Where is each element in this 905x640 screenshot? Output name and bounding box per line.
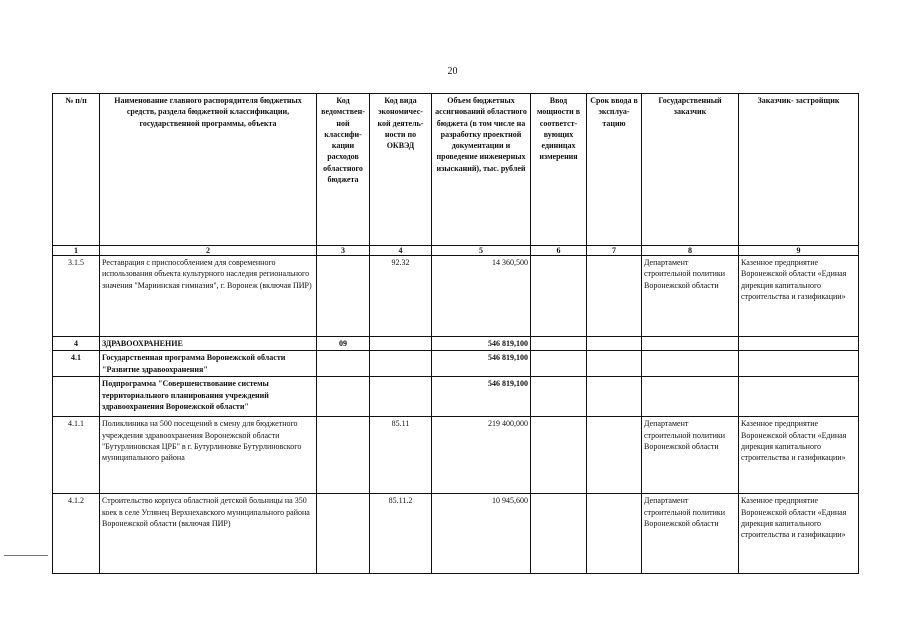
budget-table xyxy=(52,93,859,574)
row-term xyxy=(587,351,642,377)
row-num: 4 xyxy=(53,337,100,351)
row-num xyxy=(53,377,100,417)
row-num: 4.1.1 xyxy=(53,417,100,494)
row-name: Реставрация с приспособлением для современного использования объекта культурного наследия регионального значения "Мариинская гимназия", г. Воронеж (включая ПИР) xyxy=(100,256,317,337)
row-amount: 10 945,600 xyxy=(432,494,531,574)
row-dept-code xyxy=(317,417,370,494)
table-row xyxy=(53,256,859,337)
table-row xyxy=(53,494,859,574)
row-capacity xyxy=(531,417,587,494)
row-okved xyxy=(370,377,432,417)
row-name: Строительство корпуса областной детской больницы на 350 коек в селе Углянец Верхнехавского муниципального района Воронежской области (включая ПИР) xyxy=(100,494,317,574)
row-term xyxy=(587,337,642,351)
row-amount: 546 819,100 xyxy=(432,377,531,417)
row-okved xyxy=(370,351,432,377)
row-developer xyxy=(739,377,859,417)
col-header-name: Наименование главного распорядителя бюджетных средств, раздела бюджетной классификации, государственной программы, объекта xyxy=(100,94,317,246)
col-header-developer: Заказчик- застройщик xyxy=(739,94,859,246)
row-customer: Департамент строительной политики Воронежской области xyxy=(642,494,739,574)
col-header-amount: Объем бюджетных ассигнований областного бюджета (в том числе на разработку проектной документации и проведение инженерных изысканий), тыс. рублей xyxy=(432,94,531,246)
table-row xyxy=(53,337,859,351)
row-capacity xyxy=(531,494,587,574)
row-customer xyxy=(642,337,739,351)
col-header-dept-code: Код ведомствен- ной классифи- кации расходов областного бюджета xyxy=(317,94,370,246)
row-dept-code xyxy=(317,256,370,337)
row-name: Поликлиника на 500 посещений в смену для бюджетного учреждения здравоохранения Воронежской области "Бутурлиновская ЦРБ" в г. Бутурлиновке Бутурлиновского муниципального района xyxy=(100,417,317,494)
row-amount: 546 819,100 xyxy=(432,337,531,351)
row-developer: Казенное предприятие Воронежской области «Единая дирекция капитального строительства и газификации» xyxy=(739,256,859,337)
row-term xyxy=(587,417,642,494)
row-okved: 92.32 xyxy=(370,256,432,337)
row-developer xyxy=(739,351,859,377)
table-row xyxy=(53,417,859,494)
row-okved: 85.11 xyxy=(370,417,432,494)
column-number: 6 xyxy=(531,246,587,256)
table-row xyxy=(53,377,859,417)
row-name: Подпрограмма "Совершенствование системы территориального планирования учреждений здравоохранения Воронежской области" xyxy=(100,377,317,417)
column-number-row xyxy=(53,246,859,256)
column-number: 1 xyxy=(53,246,100,256)
row-capacity xyxy=(531,377,587,417)
row-customer xyxy=(642,351,739,377)
row-num: 4.1.2 xyxy=(53,494,100,574)
row-customer xyxy=(642,377,739,417)
row-term xyxy=(587,494,642,574)
row-amount: 546 819,100 xyxy=(432,351,531,377)
row-dept-code xyxy=(317,377,370,417)
row-capacity xyxy=(531,351,587,377)
row-num: 3.1.5 xyxy=(53,256,100,337)
row-developer: Казенное предприятие Воронежской области «Единая дирекция капитального строительства и газификации» xyxy=(739,494,859,574)
column-number: 4 xyxy=(370,246,432,256)
row-dept-code: 09 xyxy=(317,337,370,351)
table-header-row xyxy=(53,94,859,246)
col-header-num: № п/п xyxy=(53,94,100,246)
row-dept-code xyxy=(317,351,370,377)
row-developer xyxy=(739,337,859,351)
row-customer: Департамент строительной политики Воронежской области xyxy=(642,417,739,494)
col-header-term: Срок ввода в эксплуа- тацию xyxy=(587,94,642,246)
table-row xyxy=(53,351,859,377)
page-number: 20 xyxy=(447,66,458,77)
row-capacity xyxy=(531,256,587,337)
row-capacity xyxy=(531,337,587,351)
row-developer: Казенное предприятие Воронежской области «Единая дирекция капитального строительства и газификации» xyxy=(739,417,859,494)
row-amount: 14 360,500 xyxy=(432,256,531,337)
column-number: 3 xyxy=(317,246,370,256)
column-number: 7 xyxy=(587,246,642,256)
margin-divider xyxy=(4,555,48,556)
column-number: 9 xyxy=(739,246,859,256)
row-okved: 85.11.2 xyxy=(370,494,432,574)
row-num: 4.1 xyxy=(53,351,100,377)
column-number: 2 xyxy=(100,246,317,256)
row-term xyxy=(587,256,642,337)
col-header-capacity: Ввод мощности в соответст- вующих единицах измерения xyxy=(531,94,587,246)
row-okved xyxy=(370,337,432,351)
column-number: 5 xyxy=(432,246,531,256)
row-dept-code xyxy=(317,494,370,574)
row-term xyxy=(587,377,642,417)
column-number: 8 xyxy=(642,246,739,256)
col-header-okved: Код вида экономичес- кой деятель- ности по ОКВЭД xyxy=(370,94,432,246)
row-name: ЗДРАВООХРАНЕНИЕ xyxy=(100,337,317,351)
row-customer: Департамент строительной политики Воронежской области xyxy=(642,256,739,337)
row-name: Государственная программа Воронежской области "Развитие здравоохранения" xyxy=(100,351,317,377)
row-amount: 219 400,000 xyxy=(432,417,531,494)
col-header-customer: Государственный заказчик xyxy=(642,94,739,246)
